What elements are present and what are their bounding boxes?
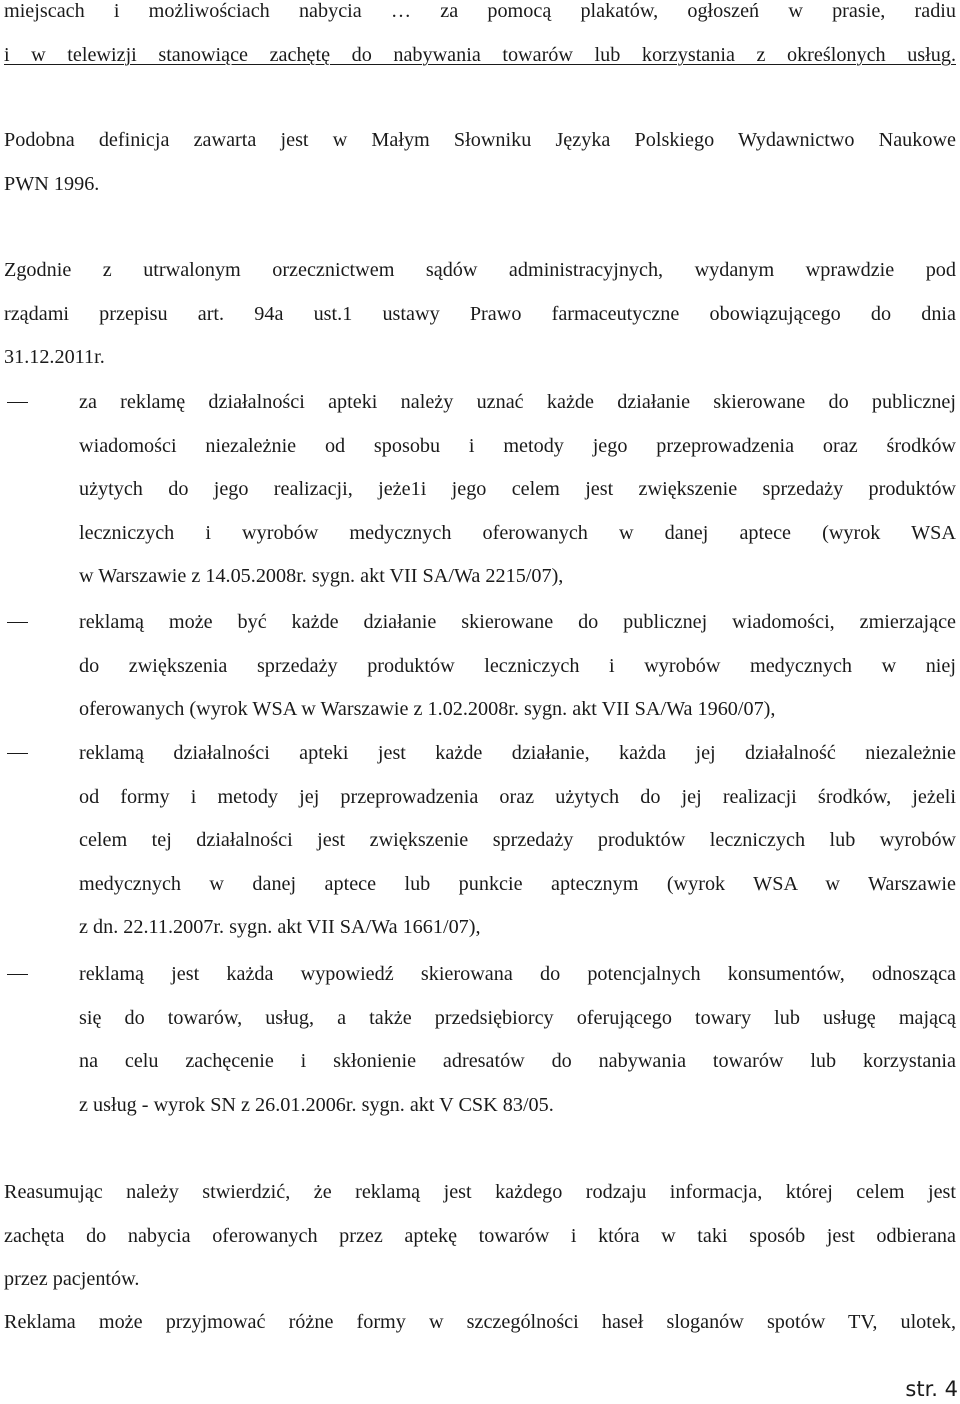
text-line: rządami przepisu art. 94a ust.1 ustawy Prawo farmaceutyczne obowiązującego do dnia [4, 302, 956, 325]
text-line: przez pacjentów. [4, 1268, 140, 1290]
summary-paragraph [4, 1171, 956, 1302]
text-line: od formy i metody jej przeprowadzenia oraz użytych do jej realizacji środków, jeżeli [79, 785, 956, 808]
text-line: z usług - wyrok SN z 26.01.2006r. sygn. akt V CSK 83/05. [79, 1093, 554, 1116]
dash-bullet-icon [7, 622, 28, 623]
text-line: medycznych w danej aptece lub punkcie aptecznym (wyrok WSA w Warszawie [79, 872, 956, 895]
dash-bullet-icon [7, 402, 28, 403]
text-line: celem tej działalności jest zwiększenie sprzedaży produktów leczniczych lub wyrobów [79, 829, 956, 851]
text-line: reklamą jest każda wypowiedź skierowana do potencjalnych konsumentów, odnosząca [79, 963, 956, 985]
text-line: Podobna definicja zawarta jest w Małym Słowniku Języka Polskiego Wydawnictwo Naukowe [4, 129, 956, 151]
intro-tail-paragraph [4, 0, 956, 77]
text-line: oferowanych (wyrok WSA w Warszawie z 1.02.2008r. sygn. akt VII SA/Wa 1960/07), [79, 698, 776, 720]
forms-paragraph [4, 1301, 956, 1345]
text-line: użytych do jego realizacji, jeże1i jego celem jest zwiększenie sprzedaży produktów [79, 478, 956, 500]
text-line: 31.12.2011r. [4, 346, 105, 368]
list-item-text [79, 601, 956, 732]
text-line: zachęta do nabycia oferowanych przez aptekę towarów i która w taki sposób jest odbierana [4, 1224, 956, 1247]
text-line: w Warszawie z 14.05.2008r. sygn. akt VII SA/Wa 2215/07), [79, 565, 564, 587]
text-line: PWN 1996. [4, 172, 100, 195]
text-line: wiadomości niezależnie od sposobu i metody jego przeprowadzenia oraz środków [79, 434, 956, 457]
text-line: na celu zachęcenie i skłonienie adresatów do nabywania towarów lub korzystania [79, 1050, 956, 1072]
text-line: za reklamę działalności apteki należy uznać każde działanie skierowane do publicznej [79, 391, 956, 413]
dash-bullet-icon [7, 753, 28, 754]
text-line: z dn. 22.11.2007r. sygn. akt VII SA/Wa 1661/07), [79, 916, 481, 938]
list-item-text [79, 953, 956, 1127]
case-law-intro-paragraph [4, 249, 956, 380]
dash-bullet-icon [7, 974, 28, 975]
list-item-text [79, 381, 956, 599]
text-line: i w telewizji stanowiące zachętę do nabywania towarów lub korzystania z określonych usług. [4, 43, 956, 66]
list-item-text [79, 732, 956, 950]
text-line: miejscach i możliwościach nabycia … za pomocą plakatów, ogłoszeń w prasie, radiu [4, 0, 956, 22]
definition-note-paragraph [4, 119, 956, 206]
text-line: się do towarów, usług, a także przedsiębiorcy oferującego towary lub usługę mającą [79, 1006, 956, 1029]
text-line: reklamą działalności apteki jest każde działanie, każda jej działalność niezależnie [79, 742, 956, 764]
text-line: Reklama może przyjmować różne formy w szczególności haseł sloganów spotów TV, ulotek, [4, 1311, 956, 1333]
text-line: Reasumując należy stwierdzić, że reklamą jest każdego rodzaju informacja, której celem jest [4, 1181, 956, 1203]
text-line: do zwiększenia sprzedaży produktów leczniczych i wyrobów medycznych w niej [79, 654, 956, 677]
text-line: reklamą może być każde działanie skierowane do publicznej wiadomości, zmierzające [79, 611, 956, 633]
text-line: Zgodnie z utrwalonym orzecznictwem sądów administracyjnych, wydanym wprawdzie pod [4, 259, 956, 281]
page-number: str. 4 [905, 1377, 958, 1401]
text-line: leczniczych i wyrobów medycznych oferowanych w danej aptece (wyrok WSA [79, 521, 956, 544]
